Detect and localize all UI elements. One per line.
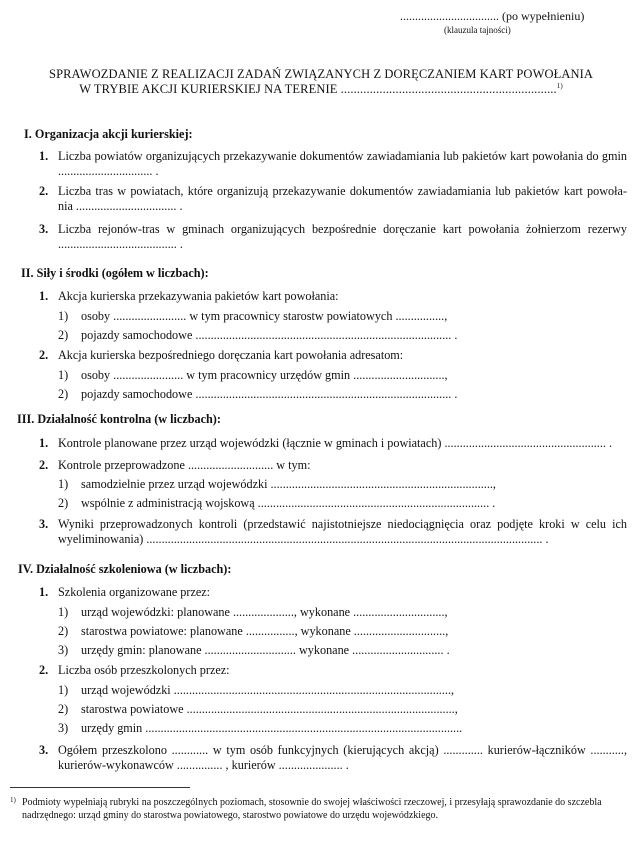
section-3-title: III. Działalność kontrolna (w liczbach): [17, 412, 221, 426]
section-4-title: IV. Działalność szkoleniowa (w liczbach): [18, 562, 232, 576]
section-4-item-1: 1. Szkolenia organizowane przez: [39, 585, 211, 599]
section-2-item-1: 1. Akcja kurierska przekazywania pakietów kart powołania: [39, 289, 339, 303]
section-3-item-1: 1. Kontrole planowane przez urząd wojewódzki (łącznie w gminach i powiatach) ..................................................... . [39, 436, 613, 450]
section-1-item-3: 3. Liczba rejonów-tras w gminach organizujących bezpośrednie doręczanie kart powołania żołnierzom rezerwy ....................................... . [39, 222, 627, 251]
title-footnote-ref: 1) [556, 82, 563, 90]
section-4-item-2: 2. Liczba osób przeszkolonych przez: [39, 663, 230, 677]
footnote-text: Podmioty wypełniają rubryki na poszczególnych poziomach, stosownie do swojej właściwości rzeczowej, i przesyłają sprawozdanie do szczebla nadrzędnego: urząd gminy do starostwa powiatowego, starostwo powiatowe do urzędu wojewódzkiego. [22, 797, 602, 821]
section-4-item-3: 3. Ogółem przeszkolono ............ w tym osób funkcyjnych (kierujących akcją) ............. kurierów-łączników ..........., kurierów-wykonawców ............... , kurierów ..................... . [39, 743, 627, 772]
section-1-item-2: 2. Liczba tras w powiatach, które organizują przekazywanie dokumentów zawiadamiania lub pakietów kart powoła- nia ................................. . [39, 184, 627, 213]
section-3-item-3: 3. Wyniki przeprowadzonych kontroli (przedstawić najistotniejsze niedociągnięcia oraz podjęte kroki w celu ich wyeliminowania) .................................................................................................................................. . [39, 517, 627, 546]
footnote-mark: 1) [10, 796, 16, 804]
footnote [10, 796, 630, 822]
section-2-item-2: 2. Akcja kurierska bezpośredniego doręczania kart powołania adresatom: [39, 348, 404, 362]
confidentiality-marker: ................................. (po wypełnieniu) [400, 9, 585, 23]
section-1-title: I. Organizacja akcji kurierskiej: [24, 127, 193, 141]
confidentiality-clause-caption: (klauzula tajności) [444, 25, 511, 35]
report-title-line-1: SPRAWOZDANIE Z REALIZACJI ZADAŃ ZWIĄZANYCH Z DORĘCZANIEM KART POWOŁANIA [49, 67, 593, 81]
footnote-separator [10, 787, 190, 788]
section-1-item-1: 1. Liczba powiatów organizujących przekazywanie dokumentów zawiadamiania lub pakietów kart powołania do gmin ............................... . [39, 149, 627, 178]
report-title-line-2: W TRYBIE AKCJI KURIERSKIEJ NA TERENIE ...................................................................$^{1)}$ [79, 82, 563, 96]
section-3-item-2: 2. Kontrole przeprowadzone ............................ w tym: [39, 458, 311, 472]
section-2-title: II. Siły i środki (ogółem w liczbach): [21, 266, 209, 280]
